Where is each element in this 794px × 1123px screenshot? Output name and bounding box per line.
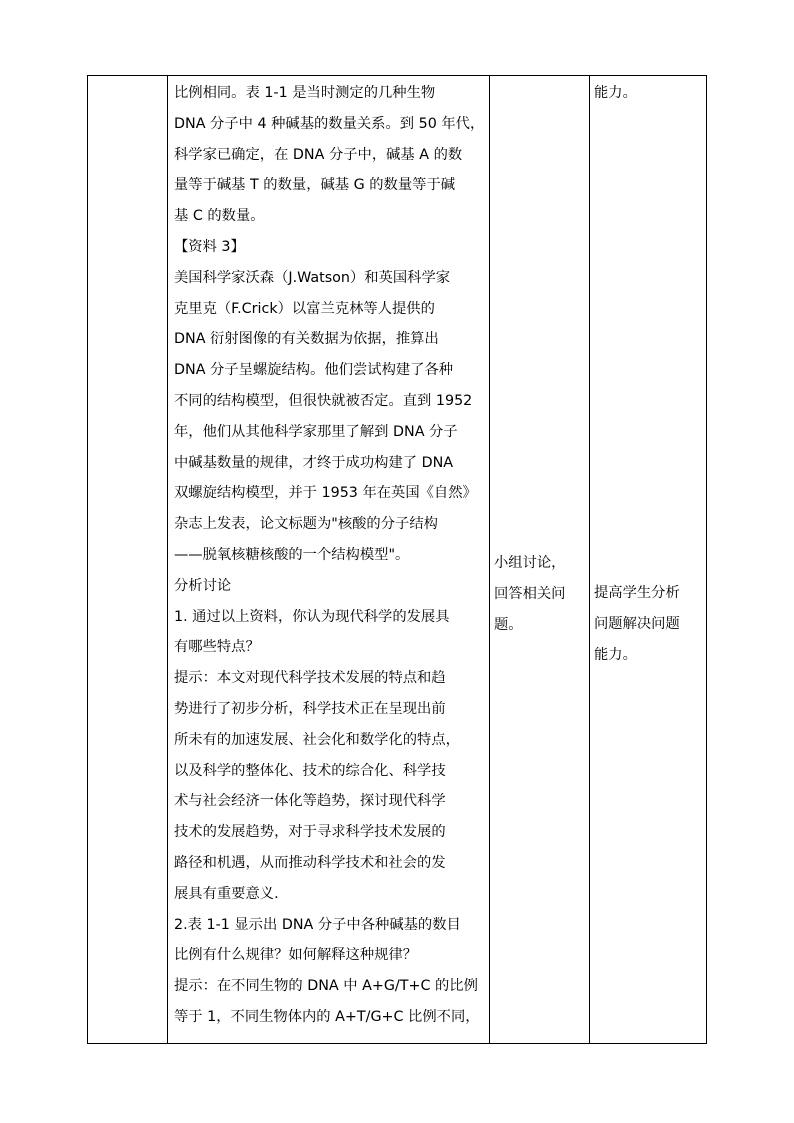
activity-line: 题。 xyxy=(494,616,523,633)
text-line: 中碱基数量的规律，才终于成功构建了 DNA xyxy=(174,454,454,471)
text-line: 2.表 1-1 显示出 DNA 分子中各种碱基的数目 xyxy=(174,916,461,933)
text-line: 路径和机遇，从而推动科学技术和社会的发 xyxy=(174,855,446,871)
text-line: 比例相同。表 1-1 是当时测定的几种生物 xyxy=(174,85,436,101)
text-line: DNA 分子中 4 种碱基的数量关系。到 50 年代， xyxy=(174,115,485,132)
activity-cell xyxy=(490,76,589,1043)
text-line: 基 C 的数量。 xyxy=(174,208,265,225)
text-line: 1. 通过以上资料，你认为现代科学的发展具 xyxy=(174,608,450,625)
text-line: DNA 衍射图像的有关数据为依据，推算出 xyxy=(174,331,439,348)
lesson-plan-table xyxy=(87,75,707,1044)
text-line: 【资料 3】 xyxy=(174,239,245,255)
text-line: DNA 分子呈螺旋结构。他们尝试构建了各种 xyxy=(174,362,454,379)
text-line: 等于 1，不同生物体内的 A+T/G+C 比例不同， xyxy=(174,1009,480,1025)
text-line: 技术的发展趋势，对于寻求科学技术发展的 xyxy=(174,824,446,841)
text-line: 杂志上发表，论文标题为"核酸的分子结构 xyxy=(174,516,438,533)
content-cell xyxy=(168,76,488,1043)
text-line: 展具有重要意义. xyxy=(174,885,279,902)
activity-line: 小组讨论， xyxy=(494,555,566,571)
text-line: 不同的结构模型，但很快就被否定。直到 1952 xyxy=(174,393,473,409)
goal-line: 提高学生分析 xyxy=(594,585,680,601)
goal-line: 能力。 xyxy=(594,85,637,101)
text-line: 提示：在不同生物的 DNA 中 A+G/T+C 的比例 xyxy=(174,978,478,995)
empty-cell xyxy=(88,76,167,1043)
text-line: ——脱氧核糖核酸的一个结构模型"。 xyxy=(174,547,410,563)
goal-cell xyxy=(590,76,706,1043)
text-line: 美国科学家沃森（J.Watson）和英国科学家 xyxy=(174,269,451,286)
text-line: 提示：本文对现代科学技术发展的特点和趋 xyxy=(174,670,446,687)
text-line: 克里克（F.Crick）以富兰克林等人提供的 xyxy=(174,300,435,317)
text-line: 势进行了初步分析，科学技术正在呈现出前 xyxy=(174,701,446,717)
text-line: 量等于碱基 T 的数量，碱基 G 的数量等于碱 xyxy=(174,177,456,194)
goal-line: 问题解决问题 xyxy=(594,615,680,632)
text-line: 双螺旋结构模型，并于 1953 年在英国《自然》 xyxy=(174,485,477,502)
text-line: 术与社会经济一体化等趋势，探讨现代科学 xyxy=(174,793,446,810)
text-line: 以及科学的整体化、技术的综合化、科学技 xyxy=(174,762,446,779)
goal-line: 能力。 xyxy=(594,646,637,663)
text-line: 比例有什么规律？如何解释这种规律？ xyxy=(174,947,418,964)
text-line: 年，他们从其他科学家那里了解到 DNA 分子 xyxy=(174,423,458,440)
text-line: 科学家已确定，在 DNA 分子中，碱基 A 的数 xyxy=(174,146,463,163)
text-line: 分析讨论 xyxy=(174,577,232,594)
activity-line: 回答相关问 xyxy=(494,585,566,602)
text-line: 所未有的加速发展、社会化和数学化的特点， xyxy=(174,731,460,748)
text-line: 有哪些特点？ xyxy=(174,639,260,656)
